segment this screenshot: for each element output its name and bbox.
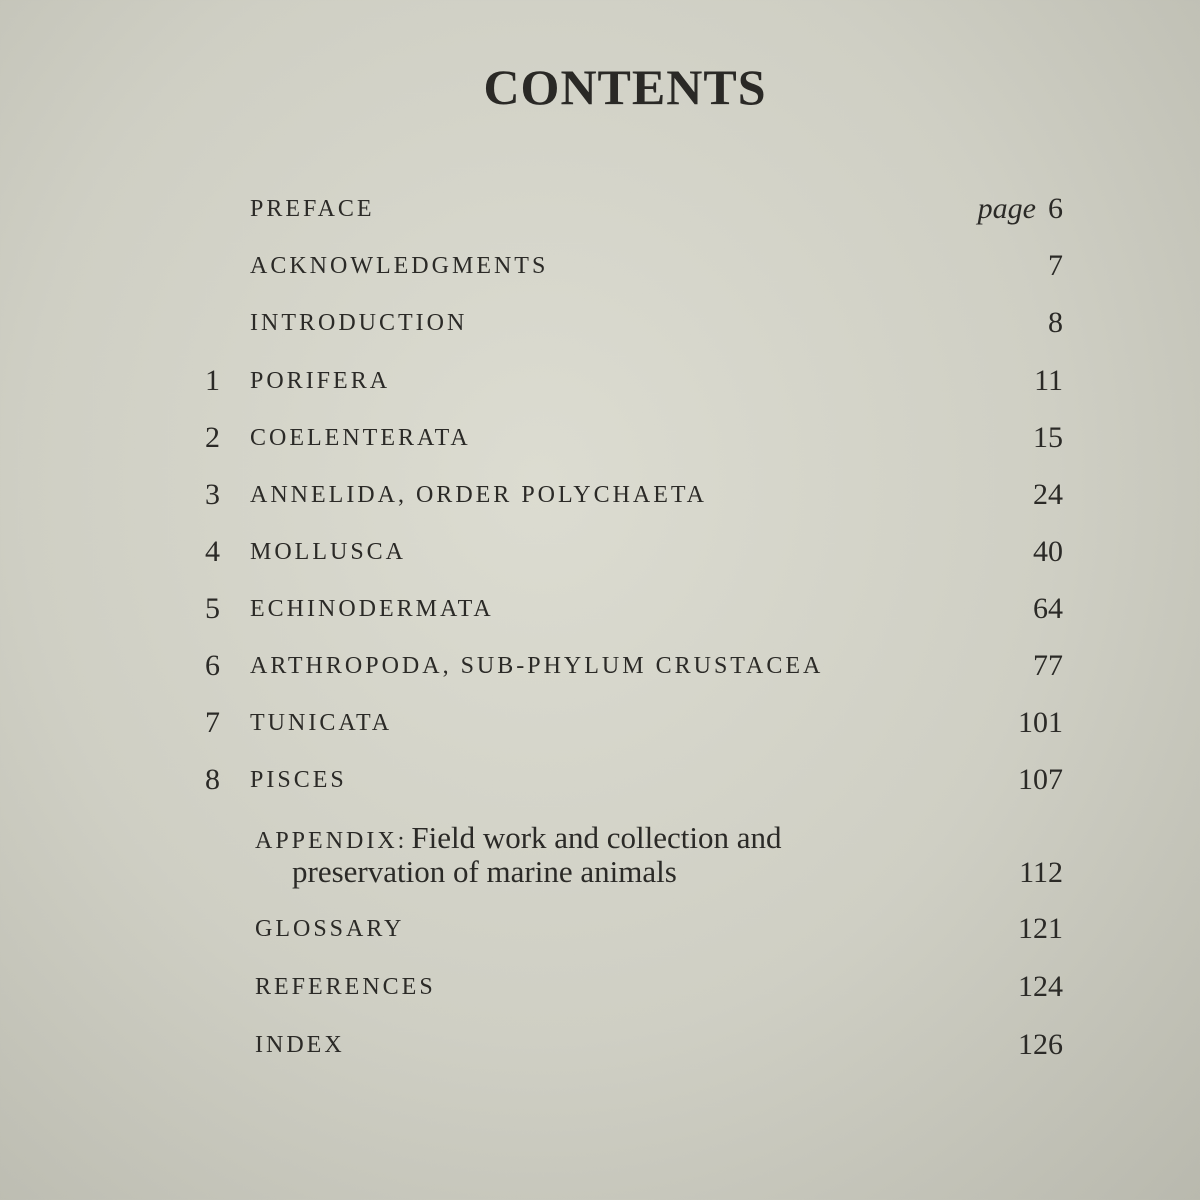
toc-entry-glossary <box>0 912 1200 952</box>
entry-label: ACKNOWLEDGMENTS <box>250 253 549 279</box>
entry-page: 121 <box>1018 912 1063 945</box>
appendix-description-line1: Field work and collection and <box>411 820 782 855</box>
toc-entry-echinodermata <box>0 592 1200 632</box>
entry-page: 124 <box>1018 970 1063 1003</box>
entry-label: PORIFERA <box>250 368 391 394</box>
toc-entry-pisces <box>0 763 1200 803</box>
entry-page: 8 <box>1048 306 1063 339</box>
entry-label: INTRODUCTION <box>250 310 468 336</box>
entry-page: 24 <box>1033 478 1063 511</box>
toc-entry-annelida <box>0 478 1200 518</box>
toc-entry-mollusca <box>0 535 1200 575</box>
toc-entry-references <box>0 970 1200 1010</box>
toc-entry-arthropoda <box>0 649 1200 689</box>
entry-label: COELENTERATA <box>250 425 471 451</box>
entry-page: 11 <box>1034 364 1063 397</box>
toc-entry-acknowledgments <box>0 249 1200 289</box>
entry-label: INDEX <box>255 1032 345 1058</box>
appendix-label: APPENDIX: <box>255 828 408 854</box>
entry-label: ECHINODERMATA <box>250 596 494 622</box>
toc-entry-tunicata <box>0 706 1200 746</box>
toc-entry-porifera <box>0 364 1200 404</box>
entry-page: 112 <box>1019 856 1063 889</box>
chapter-number: 1 <box>205 364 220 397</box>
appendix-description-line2: preservation of marine animals <box>292 854 677 889</box>
toc-entry-preface <box>0 192 1200 232</box>
entry-label: GLOSSARY <box>255 916 405 942</box>
toc-entry-introduction <box>0 306 1200 346</box>
entry-label: REFERENCES <box>255 974 436 1000</box>
chapter-number: 3 <box>205 478 220 511</box>
entry-page: 126 <box>1018 1028 1063 1061</box>
entry-page: page 6 <box>977 192 1063 225</box>
chapter-number: 6 <box>205 649 220 682</box>
toc-entry-index <box>0 1028 1200 1068</box>
page-title: CONTENTS <box>483 59 767 115</box>
entry-page: 64 <box>1033 592 1063 625</box>
entry-page: 7 <box>1048 249 1063 282</box>
chapter-number: 8 <box>205 763 220 796</box>
entry-label: PREFACE <box>250 196 375 222</box>
page-word: page <box>977 192 1036 225</box>
toc-entry-coelenterata <box>0 421 1200 461</box>
chapter-number: 7 <box>205 706 220 739</box>
chapter-number: 5 <box>205 592 220 625</box>
appendix-page-row <box>0 856 1200 896</box>
entry-page: 40 <box>1033 535 1063 568</box>
chapter-number: 4 <box>205 535 220 568</box>
entry-page: 15 <box>1033 421 1063 454</box>
entry-page: 107 <box>1018 763 1063 796</box>
entry-label: PISCES <box>250 767 347 793</box>
entry-label: MOLLUSCA <box>250 539 407 565</box>
entry-page: 77 <box>1033 649 1063 682</box>
entry-label: ARTHROPODA, SUB-PHYLUM CRUSTACEA <box>250 653 824 679</box>
toc-entry-appendix <box>255 820 782 856</box>
entry-label: TUNICATA <box>250 710 393 736</box>
entry-page: 101 <box>1018 706 1063 739</box>
entry-label: ANNELIDA, ORDER POLYCHAETA <box>250 482 707 508</box>
chapter-number: 2 <box>205 421 220 454</box>
